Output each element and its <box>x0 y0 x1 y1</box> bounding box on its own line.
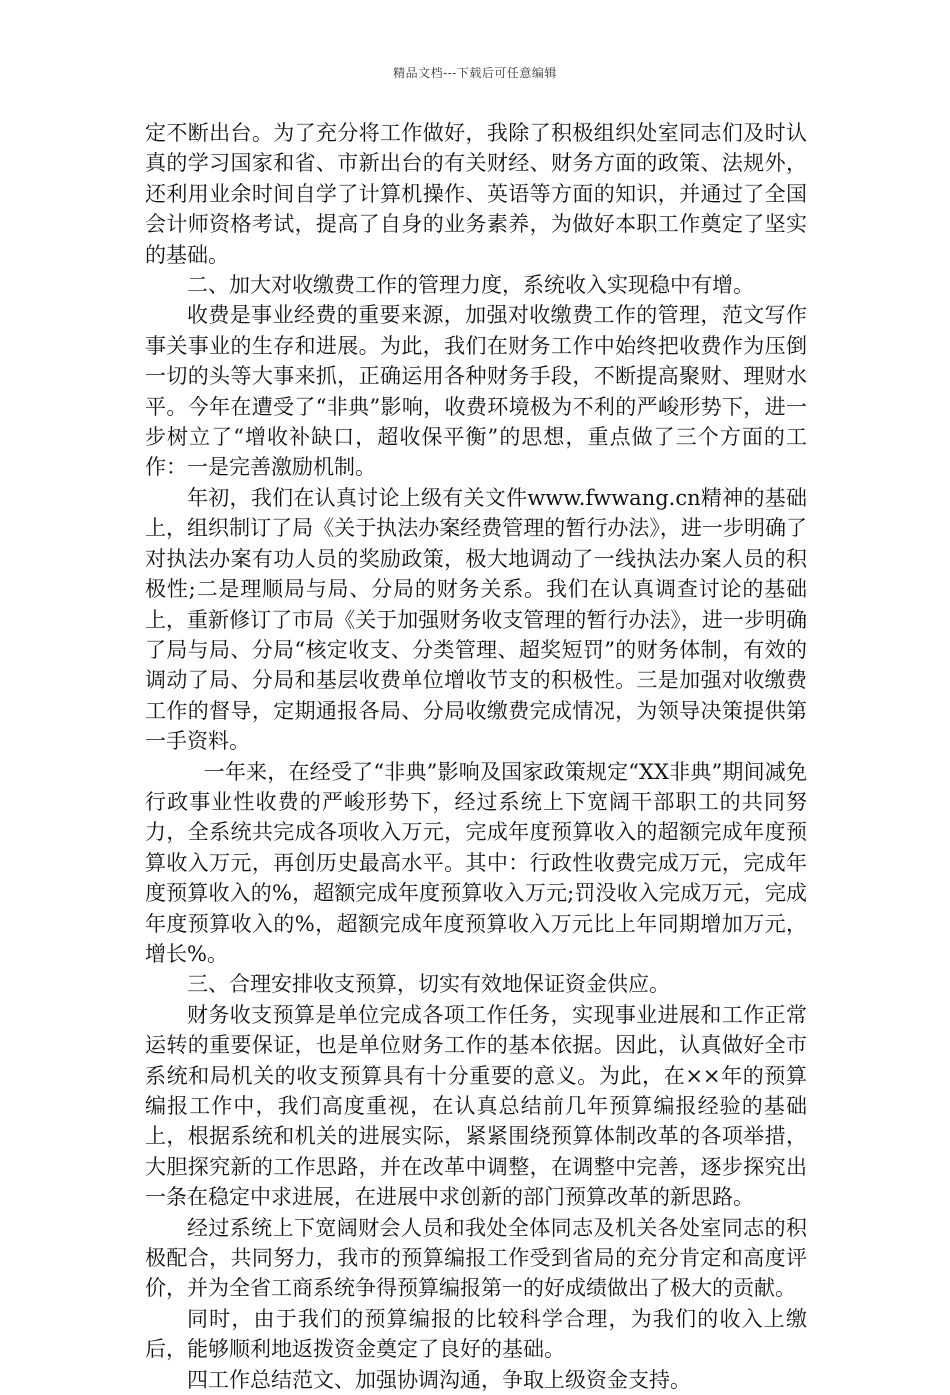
paragraph-5: 一年来，在经受了“非典”影响及国家政策规定“XX非典”期间减免行政事业性收费的严峻形势下，经过系统上下宽阔干部职工的共同努力，全系统共完成各项收入万元，完成年度预算收入的超额完成年度预算收入万元，再创历史最高水平。其中：行政性收费完成万元，完成年度预算收入的%，超额完成年度预算收入万元;罚没收入完成万元，完成年度预算收入的%，超额完成年度预算收入万元比上年同期增加万元，增长%。 <box>145 759 807 966</box>
paragraph-1: 定不断出台。为了充分将工作做好，我除了积极组织处室同志们及时认真的学习国家和省、市新出台的有关财经、财务方面的政策、法规外，还利用业余时间自学了计算机操作、英语等方面的知识，并通过了全国会计师资格考试，提高了自身的业务素养，为做好本职工作奠定了坚实的基础。 <box>145 121 807 267</box>
paragraph-3: 收费是事业经费的重要来源，加强对收缴费工作的管理，范文写作事关事业的生存和进展。为此，我们在财务工作中始终把收费作为压倒一切的头等大事来抓，正确运用各种财务手段，不断提高聚财、理财水平。今年在遭受了“非典”影响，收费环境极为不利的严峻形势下，进一步树立了“增收补缺口，超收保平衡”的思想，重点做了三个方面的工作：一是完善激励机制。 <box>145 303 807 480</box>
paragraph-4: 年初，我们在认真讨论上级有关文件www.fwwang.cn精神的基础上，组织制订了局《关于执法办案经费管理的暂行办法》，进一步明确了对执法办案有功人员的奖励政策，极大地调动了一线执法办案人员的积极性;二是理顺局与局、分局的财务关系。我们在认真调查讨论的基础上，重新修订了市局《关于加强财务收支管理的暂行办法》，进一步明确了局与局、分局“核定收支、分类管理、超奖短罚”的财务体制，有效的调动了局、分局和基层收费单位增收节支的积极性。三是加强对收缴费工作的督导，定期通报各局、分局收缴费完成情况，为领导决策提供第一手资料。 <box>145 485 807 754</box>
document-body <box>145 118 807 1395</box>
paragraph-7: 财务收支预算是单位完成各项工作任务，实现事业进展和工作正常运转的重要保证，也是单位财务工作的基本依据。因此，认真做好全市系统和局机关的收支预算具有十分重要的意义。为此，在××年的预算编报工作中，我们高度重视，在认真总结前几年预算编报经验的基础上，根据系统和机关的进展实际，紧紧围绕预算体制改革的各项举措，大胆探究新的工作思路，并在改革中调整，在调整中完善，逐步探究出一条在稳定中求进展，在进展中求创新的部门预算改革的新思路。 <box>145 1002 807 1210</box>
section-heading-4: 四工作总结范文、加强协调沟通，争取上级资金支持。 <box>187 1367 691 1392</box>
paragraph-8: 经过系统上下宽阔财会人员和我处全体同志及机关各处室同志的积极配合，共同努力，我市的预算编报工作受到省局的充分肯定和高度评价，并为全省工商系统争得预算编报第一的好成绩做出了极大的贡献。 <box>145 1215 807 1301</box>
section-heading-3: 三、合理安排收支预算，切实有效地保证资金供应。 <box>187 972 670 997</box>
paragraph-9: 同时，由于我们的预算编报的比较科学合理，为我们的收入上缴后，能够顺利地返拨资金奠定了良好的基础。 <box>145 1306 807 1362</box>
section-heading-2: 二、加大对收缴费工作的管理力度，系统收入实现稳中有增。 <box>187 273 754 298</box>
page-header: 精品文档---下载后可任意编辑 <box>393 66 557 80</box>
